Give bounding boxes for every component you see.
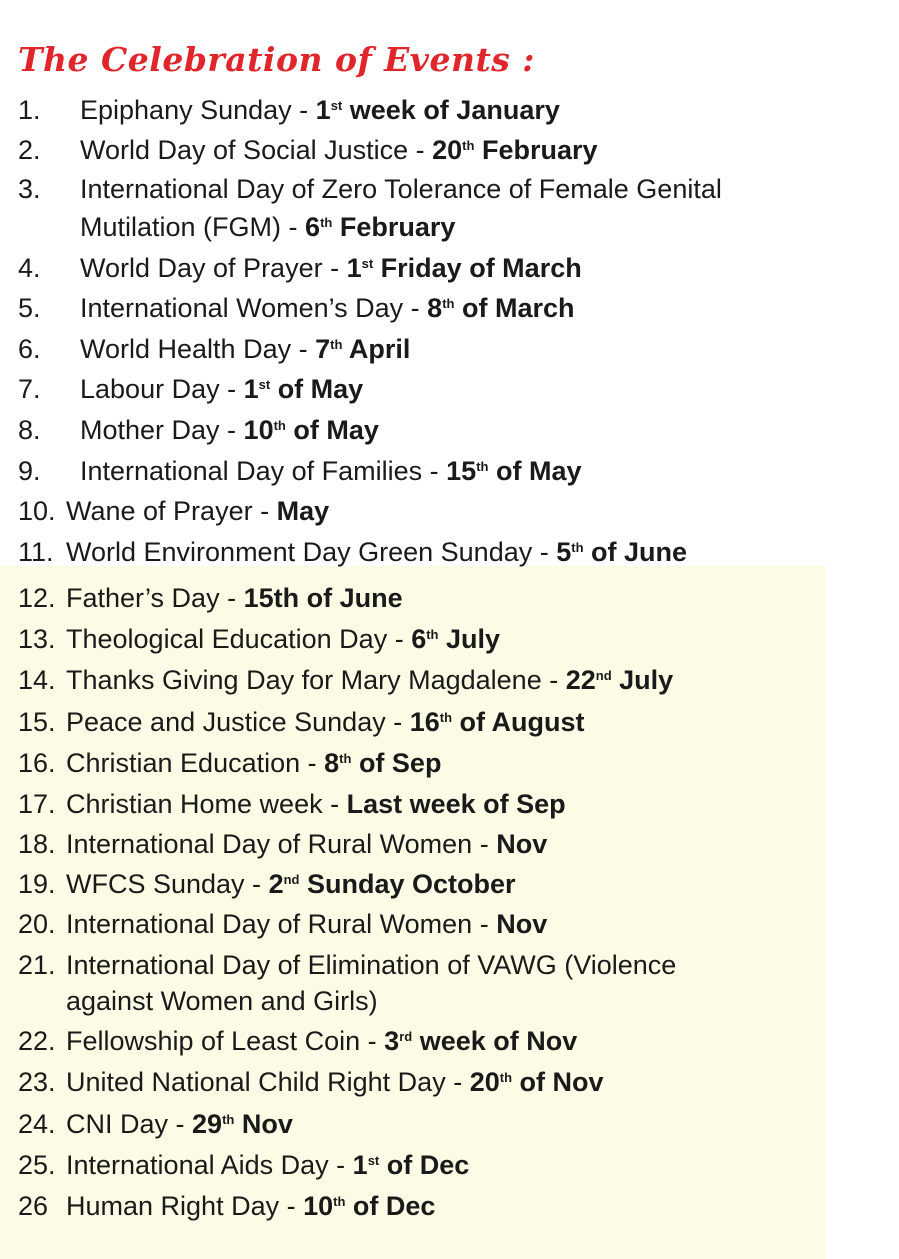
event-date: of August	[452, 707, 585, 737]
event-date-suffix: th	[339, 751, 352, 766]
event-number: 1.	[18, 95, 41, 125]
event-date: of May	[285, 415, 379, 445]
event-date-day: 6	[411, 624, 427, 654]
event-row	[18, 949, 676, 981]
event-name: United National Child Right Day -	[66, 1067, 470, 1097]
event-date-day: 20	[432, 135, 463, 165]
event-date-day: 7	[315, 334, 331, 364]
event-text	[80, 334, 410, 364]
event-number: 22.	[18, 1026, 56, 1056]
event-date-day: 8	[427, 293, 443, 323]
event-name: Mutilation (FGM) -	[80, 212, 306, 242]
event-date-day: 10	[243, 415, 274, 445]
event-name: Christian Education -	[66, 748, 325, 778]
event-number: 24.	[18, 1109, 56, 1139]
event-name: International Day of Elimination of VAWG (Violence	[66, 950, 677, 980]
event-number: 25.	[18, 1150, 56, 1180]
event-date-day: 22	[565, 665, 596, 695]
event-date: of Dec	[345, 1191, 436, 1221]
event-date-suffix: th	[330, 337, 343, 352]
event-date-day: 15	[446, 456, 477, 486]
event-row	[18, 1190, 435, 1222]
event-number: 23.	[18, 1067, 56, 1097]
event-text	[80, 293, 575, 323]
event-number: 6.	[18, 334, 41, 364]
event-date: Last week of Sep	[346, 789, 566, 819]
event-text	[80, 212, 455, 242]
event-row	[18, 414, 379, 446]
event-text	[66, 748, 441, 778]
event-name: Thanks Giving Day for Mary Magdalene -	[66, 665, 566, 695]
event-name: Labour Day -	[80, 374, 244, 404]
event-text	[66, 1150, 469, 1180]
event-number: 5.	[18, 293, 41, 323]
event-date: July	[611, 665, 674, 695]
event-date-suffix: st	[258, 377, 271, 392]
event-name: World Day of Prayer -	[80, 253, 347, 283]
event-text	[66, 829, 547, 859]
event-row	[18, 664, 673, 696]
event-text	[66, 707, 585, 737]
event-row	[18, 1108, 293, 1140]
event-name: International Aids Day -	[66, 1150, 353, 1180]
event-row	[18, 292, 575, 324]
event-date-suffix: th	[273, 418, 286, 433]
event-date: of May	[270, 374, 364, 404]
event-text	[66, 624, 500, 654]
event-row	[18, 94, 560, 126]
event-number: 18.	[18, 829, 56, 859]
event-name: Peace and Justice Sunday -	[66, 707, 410, 737]
event-date-day: 8	[324, 748, 340, 778]
event-date: February	[474, 135, 598, 165]
event-row	[18, 495, 329, 527]
event-row	[18, 985, 378, 1017]
event-name: CNI Day -	[66, 1109, 193, 1139]
event-text	[66, 909, 547, 939]
event-name: against Women and Girls)	[66, 986, 378, 1016]
event-row	[18, 536, 687, 568]
event-number: 9.	[18, 456, 41, 486]
event-date: of March	[454, 293, 575, 323]
event-row	[18, 1025, 577, 1057]
event-date: July	[438, 624, 501, 654]
event-date-suffix: th	[320, 215, 333, 230]
event-number: 21.	[18, 950, 56, 980]
page-title: The Celebration of Events :	[18, 40, 535, 79]
event-date: of Nov	[512, 1067, 604, 1097]
event-name: World Environment Day Green Sunday -	[66, 537, 557, 567]
event-date-suffix: nd	[595, 668, 612, 683]
event-date-day: 16	[409, 707, 440, 737]
event-number: 10.	[18, 496, 56, 526]
event-name: International Day of Families -	[80, 456, 447, 486]
event-name: International Women’s Day -	[80, 293, 428, 323]
event-number: 19.	[18, 869, 56, 899]
event-text	[80, 95, 560, 125]
event-date: Sunday October	[299, 869, 516, 899]
event-name: International Day of Zero Tolerance of Female Genital	[80, 174, 722, 204]
event-number: 17.	[18, 789, 56, 819]
event-number: 2.	[18, 135, 41, 165]
event-date: of June	[583, 537, 688, 567]
event-row	[18, 788, 566, 820]
event-date-day: 1	[315, 95, 331, 125]
event-row	[18, 706, 585, 738]
event-number: 14.	[18, 665, 56, 695]
event-row	[18, 908, 547, 940]
event-date-suffix: th	[499, 1070, 513, 1085]
event-name: Theological Education Day -	[66, 624, 412, 654]
event-text	[66, 950, 676, 980]
event-text	[66, 1026, 577, 1056]
event-text	[66, 1191, 435, 1221]
event-number: 20.	[18, 909, 56, 939]
event-date-suffix: th	[222, 1112, 235, 1127]
event-name: International Day of Rural Women -	[66, 829, 497, 859]
event-date: week of Nov	[412, 1026, 578, 1056]
event-text	[66, 986, 378, 1016]
event-date: April	[342, 334, 411, 364]
event-name: WFCS Sunday -	[66, 869, 269, 899]
event-text	[66, 1067, 604, 1097]
event-date-day: 20	[469, 1067, 500, 1097]
event-date: week of January	[342, 95, 560, 125]
event-number: 15.	[18, 707, 56, 737]
event-name: Human Right Day -	[66, 1191, 304, 1221]
event-date: May	[276, 496, 330, 526]
event-row	[18, 1066, 604, 1098]
event-text	[66, 1109, 293, 1139]
event-text	[80, 135, 598, 165]
event-date: Nov	[496, 909, 548, 939]
event-date-suffix: rd	[399, 1029, 413, 1044]
event-row	[18, 868, 516, 900]
event-row	[18, 747, 441, 779]
event-date: of Dec	[379, 1150, 470, 1180]
event-row	[18, 455, 582, 487]
event-number: 11.	[18, 537, 54, 567]
event-text	[80, 253, 582, 283]
event-date-day: 6	[305, 212, 321, 242]
event-date-day: 1	[346, 253, 362, 283]
event-number: 16.	[18, 748, 56, 778]
event-name: Wane of Prayer -	[66, 496, 277, 526]
event-row	[18, 211, 455, 243]
event-row	[18, 252, 582, 284]
event-date-suffix: th	[571, 540, 584, 555]
event-date-suffix: nd	[283, 872, 300, 887]
event-name: International Day of Rural Women -	[66, 909, 497, 939]
event-date: Nov	[496, 829, 548, 859]
event-name: Christian Home week -	[66, 789, 347, 819]
event-text	[66, 665, 673, 695]
event-text	[80, 456, 582, 486]
event-date-suffix: th	[333, 1194, 346, 1209]
event-row	[18, 623, 500, 655]
event-date: 15th of June	[243, 583, 403, 613]
event-text	[80, 374, 363, 404]
event-text	[66, 869, 516, 899]
event-date: of Sep	[351, 748, 442, 778]
event-date: Friday of March	[373, 253, 582, 283]
event-text	[80, 415, 379, 445]
event-date-suffix: st	[367, 1153, 380, 1168]
event-text	[66, 583, 403, 613]
event-name: Fellowship of Least Coin -	[66, 1026, 385, 1056]
event-date: of May	[488, 456, 582, 486]
event-date: February	[332, 212, 456, 242]
event-name: Mother Day -	[80, 415, 244, 445]
event-name: World Health Day -	[80, 334, 316, 364]
event-date-suffix: th	[442, 296, 455, 311]
event-row	[18, 828, 547, 860]
event-text	[66, 496, 329, 526]
event-row	[18, 1149, 469, 1181]
event-number: 8.	[18, 415, 41, 445]
event-text	[66, 537, 687, 567]
event-date-day: 1	[243, 374, 259, 404]
event-date-suffix: st	[361, 256, 374, 271]
event-number: 3.	[18, 174, 41, 204]
event-row	[18, 134, 598, 166]
event-date: Nov	[234, 1109, 293, 1139]
event-number: 4.	[18, 253, 41, 283]
event-name: Epiphany Sunday -	[80, 95, 316, 125]
event-date-suffix: th	[476, 459, 489, 474]
event-row	[18, 582, 403, 614]
event-name: World Day of Social Justice -	[80, 135, 433, 165]
event-text	[66, 789, 566, 819]
event-date-day: 29	[192, 1109, 223, 1139]
event-text	[80, 174, 722, 204]
event-date-day: 10	[303, 1191, 334, 1221]
event-row	[18, 333, 410, 365]
event-date-suffix: th	[462, 138, 475, 153]
event-date-suffix: st	[330, 98, 343, 113]
event-row	[18, 373, 363, 405]
event-date-day: 2	[268, 869, 284, 899]
event-date-suffix: th	[426, 627, 439, 642]
event-name: Father’s Day -	[66, 583, 244, 613]
event-row	[18, 173, 722, 205]
event-date-day: 5	[556, 537, 572, 567]
event-date-suffix: th	[439, 710, 453, 725]
event-date-day: 3	[384, 1026, 400, 1056]
event-number: 13.	[18, 624, 56, 654]
event-number: 7.	[18, 374, 41, 404]
event-number: 12.	[18, 583, 56, 613]
event-number: 26	[18, 1191, 49, 1221]
event-date-day: 1	[352, 1150, 368, 1180]
